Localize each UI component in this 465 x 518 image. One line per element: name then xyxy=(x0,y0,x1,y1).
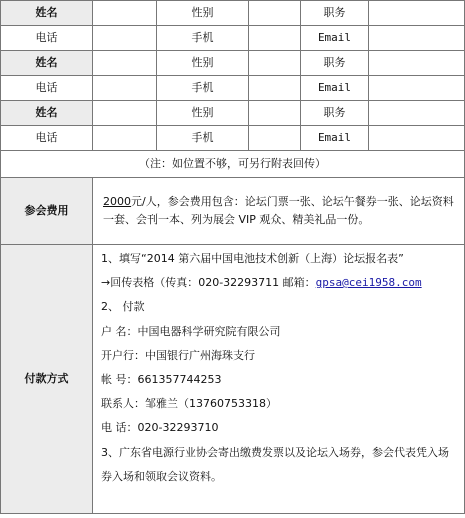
gender-value-field[interactable] xyxy=(249,1,301,26)
fee-description xyxy=(93,178,465,245)
name-label: 姓名 xyxy=(1,51,93,76)
mobile-label: 手机 xyxy=(157,126,249,151)
email-value-field[interactable] xyxy=(369,126,465,151)
gender-label: 性别 xyxy=(157,101,249,126)
email-value-field[interactable] xyxy=(369,26,465,51)
payment-step1-line1: 1、填写“2014 第六届中国电池技术创新（上海）论坛报名表” xyxy=(101,252,404,265)
gender-label: 性别 xyxy=(157,51,249,76)
mobile-label: 手机 xyxy=(157,76,249,101)
phone-value-field[interactable] xyxy=(93,126,157,151)
note-row xyxy=(1,151,465,178)
contact-row-phone xyxy=(1,26,465,51)
payment-row xyxy=(1,245,465,514)
contact-row-name xyxy=(1,1,465,26)
title-label: 职务 xyxy=(301,51,369,76)
fee-text: 元/人，参会费用包含：论坛门票一张、论坛午餐券一张、论坛资料一套、会刊一本、列为展会 VIP 观众、精美礼品一份。 xyxy=(103,195,454,226)
contact-row-name xyxy=(1,101,465,126)
mobile-label: 手机 xyxy=(157,26,249,51)
name-value-field[interactable] xyxy=(93,1,157,26)
contact-row-phone xyxy=(1,76,465,101)
payment-step2: 2、 付款 xyxy=(101,300,145,314)
mobile-value-field[interactable] xyxy=(249,76,301,101)
payment-details xyxy=(93,245,465,514)
gender-value-field[interactable] xyxy=(249,101,301,126)
title-value-field[interactable] xyxy=(369,1,465,26)
fee-amount: 2000 xyxy=(103,195,131,209)
payment-step3: 3、广东省电源行业协会寄出缴费发票以及论坛入场券，参会代表凭入场券入场和领取会议资料。 xyxy=(101,445,449,483)
account-name: 户 名：中国电器科学研究院有限公司 xyxy=(101,324,281,338)
title-value-field[interactable] xyxy=(369,51,465,76)
name-value-field[interactable] xyxy=(93,101,157,126)
payment-step1-fax: →回传表格（传真：020-32293711 邮箱： xyxy=(101,276,316,290)
account-number: 帐 号：661357744253 xyxy=(101,372,222,386)
gender-label: 性别 xyxy=(157,1,249,26)
mobile-value-field[interactable] xyxy=(249,126,301,151)
note-text: （注：如位置不够，可另行附表回传） xyxy=(1,151,465,178)
phone-label: 电话 xyxy=(1,26,93,51)
mobile-value-field[interactable] xyxy=(249,26,301,51)
contact-phone: 电 话：020-32293710 xyxy=(101,421,219,435)
contact-row-phone xyxy=(1,126,465,151)
phone-label: 电话 xyxy=(1,76,93,101)
title-value-field[interactable] xyxy=(369,101,465,126)
fee-row xyxy=(1,178,465,245)
name-value-field[interactable] xyxy=(93,51,157,76)
title-label: 职务 xyxy=(301,101,369,126)
contact-email-link[interactable]: gpsa@cei1958.com xyxy=(315,276,422,290)
title-label: 职务 xyxy=(301,1,369,26)
payment-step1-line2 xyxy=(101,271,458,295)
bank-name: 开户行：中国银行广州海珠支行 xyxy=(101,348,255,362)
email-label: Email xyxy=(301,26,369,51)
payment-label: 付款方式 xyxy=(1,245,93,514)
name-label: 姓名 xyxy=(1,1,93,26)
fee-label: 参会费用 xyxy=(1,178,93,245)
email-label: Email xyxy=(301,126,369,151)
gender-value-field[interactable] xyxy=(249,51,301,76)
phone-label: 电话 xyxy=(1,126,93,151)
phone-value-field[interactable] xyxy=(93,26,157,51)
contact-person: 联系人：邹雅兰（13760753318） xyxy=(101,397,277,411)
email-label: Email xyxy=(301,76,369,101)
contact-row-name xyxy=(1,51,465,76)
phone-value-field[interactable] xyxy=(93,76,157,101)
name-label: 姓名 xyxy=(1,101,93,126)
email-value-field[interactable] xyxy=(369,76,465,101)
